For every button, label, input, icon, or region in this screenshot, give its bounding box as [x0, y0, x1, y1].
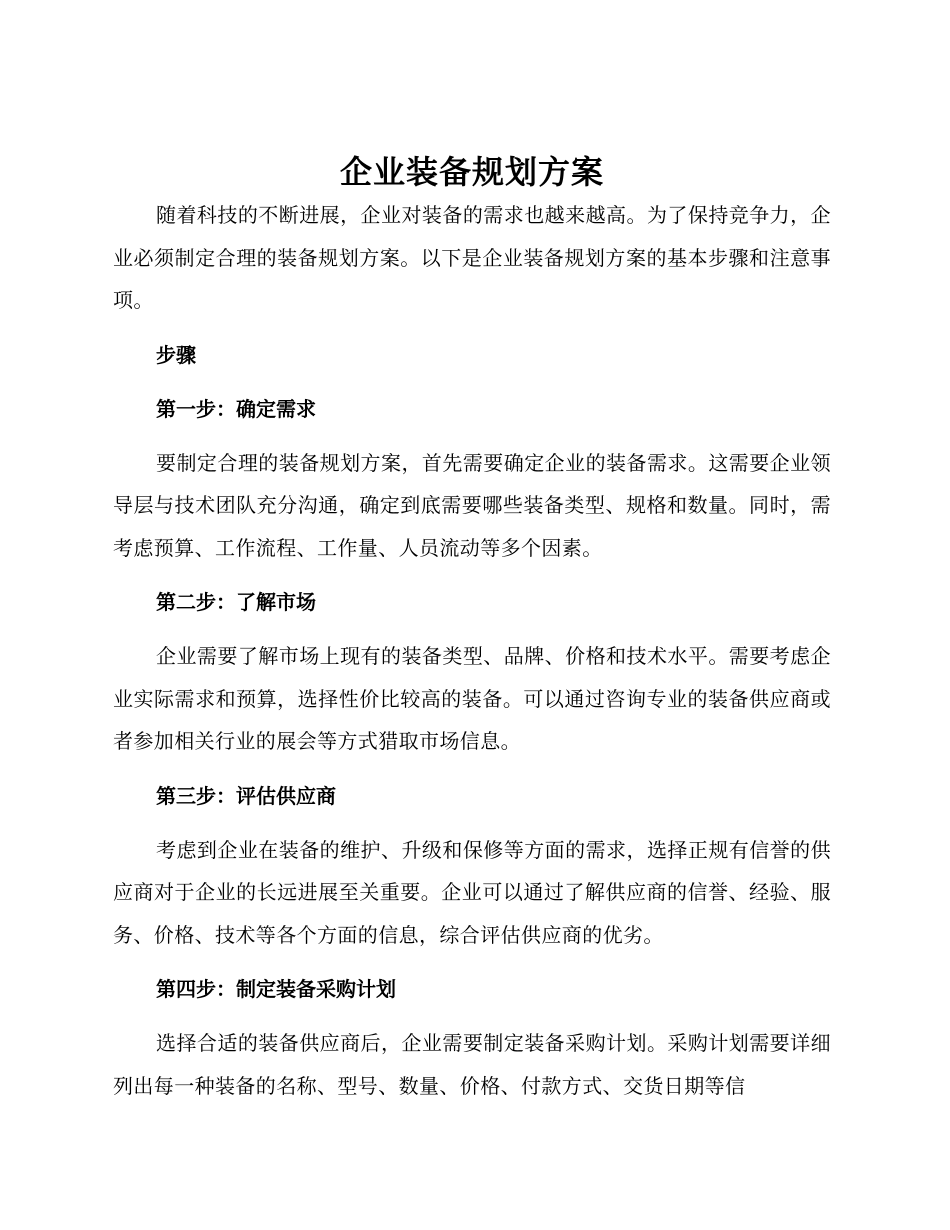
spacer [113, 623, 831, 635]
step-4-heading: 第四步：制定装备采购计划 [156, 977, 396, 1001]
spacer [113, 322, 831, 334]
spacer [113, 956, 831, 968]
step-1-heading: 第一步：确定需求 [156, 396, 316, 421]
step-3-body: 考虑到企业在装备的维护、升级和保修等方面的需求，选择正规有信誉的供应商对于企业的长远进展至关重要。企业可以通过了解供应商的信誉、经验、服务、价格、技术等各个方面的信息，综合评估供应商的优劣。 [113, 837, 831, 947]
spacer [113, 569, 831, 581]
spacer [113, 1010, 831, 1022]
spacer [113, 430, 831, 442]
spacer [113, 763, 831, 775]
intro-paragraph: 随着科技的不断进展，企业对装备的需求也越来越高。为了保持竞争力，企业必须制定合理的装备规划方案。以下是企业装备规划方案的基本步骤和注意事项。 [113, 203, 831, 312]
step-4-body: 选择合适的装备供应商后，企业需要制定装备采购计划。采购计划需要详细列出每一种装备的名称、型号、数量、价格、付款方式、交货日期等信 [113, 1031, 831, 1098]
document-title: 企业装备规划方案 [339, 153, 604, 191]
step-3-heading: 第三步：评估供应商 [156, 783, 336, 808]
step-2-heading: 第二步：了解市场 [156, 590, 316, 614]
step-2-body: 企业需要了解市场上现有的装备类型、品牌、价格和技术水平。需要考虑企业实际需求和预算，选择性价比较高的装备。可以通过咨询专业的装备供应商或者参加相关行业的展会等方式猎取市场信息。 [113, 644, 831, 753]
spacer [113, 817, 831, 829]
steps-heading: 步骤 [156, 342, 196, 367]
step-1-body: 要制定合理的装备规划方案，首先需要确定企业的装备需求。这需要企业领导层与技术团队充分沟通，确定到底需要哪些装备类型、规格和数量。同时，需考虑预算、工作流程、工作量、人员流动等多个因素。 [113, 450, 831, 560]
document-page [113, 150, 831, 1107]
spacer [113, 376, 831, 388]
